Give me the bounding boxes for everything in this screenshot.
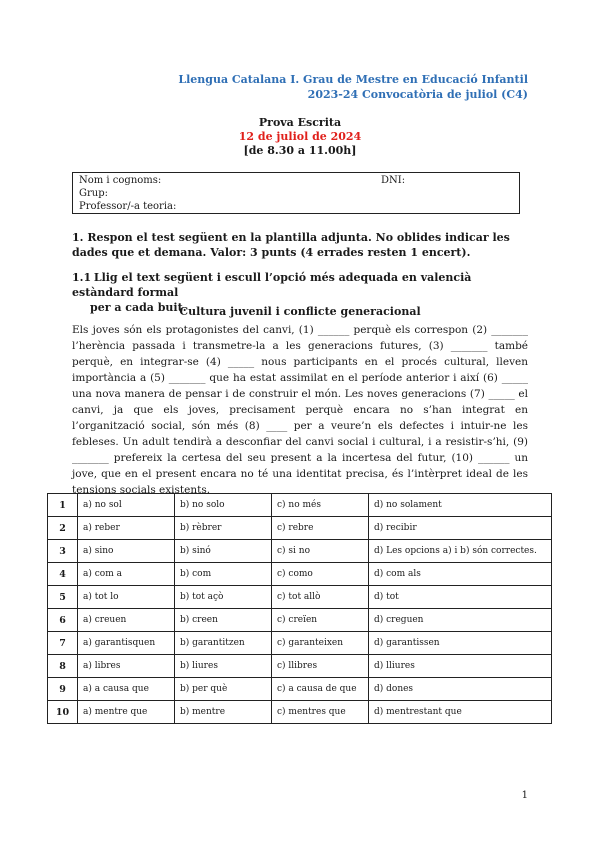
option-row: [48, 655, 552, 678]
option-b: b) sinó: [175, 540, 272, 563]
question-number: 10: [48, 701, 78, 724]
option-d: d) creguen: [369, 609, 552, 632]
option-row: [48, 678, 552, 701]
option-a: a) garantisquen: [78, 632, 175, 655]
option-c: c) si no: [272, 540, 369, 563]
option-d: d) recibir: [369, 517, 552, 540]
question-number: 5: [48, 586, 78, 609]
question-number: 1: [48, 494, 78, 517]
question-1-1-line2: per a cada buit.: [90, 301, 187, 314]
option-a: a) reber: [78, 517, 175, 540]
option-d: d) mentrestant que: [369, 701, 552, 724]
course-title: Llengua Catalana I. Grau de Mestre en Educació Infantil: [178, 73, 528, 86]
option-c: c) rebre: [272, 517, 369, 540]
teacher-label: Professor/-a teoria:: [79, 201, 177, 212]
option-d: d) garantissen: [369, 632, 552, 655]
option-b: b) com: [175, 563, 272, 586]
name-label: Nom i cognoms:: [79, 175, 162, 186]
option-c: c) mentres que: [272, 701, 369, 724]
question-number: 8: [48, 655, 78, 678]
option-d: d) tot: [369, 586, 552, 609]
option-c: c) no més: [272, 494, 369, 517]
question-1-1-number: 1.1: [72, 271, 92, 284]
option-b: b) tot açò: [175, 586, 272, 609]
option-row: [48, 563, 552, 586]
session-title: 2023-24 Convocatòria de juliol (C4): [307, 88, 528, 101]
option-row: [48, 701, 552, 724]
option-c: c) como: [272, 563, 369, 586]
option-b: b) rèbrer: [175, 517, 272, 540]
option-a: a) creuen: [78, 609, 175, 632]
option-b: b) garantitzen: [175, 632, 272, 655]
option-b: b) liures: [175, 655, 272, 678]
option-c: c) a causa de que: [272, 678, 369, 701]
option-row: [48, 586, 552, 609]
option-c: c) creïen: [272, 609, 369, 632]
question-1-1-line1: Llig el text següent i escull l’opció més adequada en valencià estàndard formal: [72, 271, 472, 299]
question-number: 9: [48, 678, 78, 701]
option-b: b) creen: [175, 609, 272, 632]
question-number: 6: [48, 609, 78, 632]
option-a: a) mentre que: [78, 701, 175, 724]
question-number: 7: [48, 632, 78, 655]
reading-passage: Els joves són els protagonistes del canvi, (1) ______ perquè els correspon (2) _______ l’herència passada i transmetre-la a les generacions futures, (3) _______ també perquè, en integrar-se (4) _____ nous participants en el procés cultural, lleven importància a (5) _______ que ha estat assimilat en el període anterior i així (6) _____ una nova manera de pensar i de construir el món. Les noves generacions (7) _____ el canvi, ja que els joves, precisament perquè encara no s’han integrat en l’organització social, són més (8) ____ per a veure’n els defectes i intuir-ne les febleses. Un adult tendirà a desconfiar del canvi social i cultural, i a resistir-s’hi, (9) _______ prefereix la certesa del seu present a la incertesa del futur, (10) ______ un jove, que en el present encara no té una identitat precisa, és l’intèrpret ideal de les tensions socials existents.: [72, 324, 528, 496]
options-table: [47, 493, 552, 724]
option-a: a) com a: [78, 563, 175, 586]
option-c: c) tot allò: [272, 586, 369, 609]
option-a: a) libres: [78, 655, 175, 678]
exam-time: [de 8.30 a 11.00h]: [243, 144, 357, 157]
dni-label: DNI:: [381, 175, 406, 186]
option-d: d) Les opcions a) i b) són correctes.: [369, 540, 552, 563]
option-b: b) mentre: [175, 701, 272, 724]
text-title: Cultura juvenil i conflicte generacional: [179, 305, 421, 318]
option-a: a) a causa que: [78, 678, 175, 701]
question-1: 1. Respon el test següent en la plantilla adjunta. No oblides indicar les dades que et demana. Valor: 3 punts (4 errades resten 1 encert).: [72, 231, 510, 259]
option-row: [48, 540, 552, 563]
option-a: a) sino: [78, 540, 175, 563]
question-number: 2: [48, 517, 78, 540]
option-b: b) no solo: [175, 494, 272, 517]
option-c: c) llibres: [272, 655, 369, 678]
option-row: [48, 632, 552, 655]
option-d: d) com als: [369, 563, 552, 586]
option-row: [48, 494, 552, 517]
option-d: d) no solament: [369, 494, 552, 517]
option-a: a) tot lo: [78, 586, 175, 609]
option-row: [48, 517, 552, 540]
document-header: [178, 72, 528, 102]
question-number: 3: [48, 540, 78, 563]
option-a: a) no sol: [78, 494, 175, 517]
option-row: [48, 609, 552, 632]
exam-title: Prova Escrita: [258, 116, 342, 129]
question-number: 4: [48, 563, 78, 586]
page-number: 1: [521, 790, 528, 801]
group-label: Grup:: [79, 188, 108, 199]
exam-date: 12 de juliol de 2024: [238, 130, 362, 143]
option-c: c) garanteixen: [272, 632, 369, 655]
student-id-box: [72, 172, 520, 214]
option-d: d) lliures: [369, 655, 552, 678]
exam-info: [0, 116, 600, 158]
option-b: b) per què: [175, 678, 272, 701]
option-d: d) dones: [369, 678, 552, 701]
